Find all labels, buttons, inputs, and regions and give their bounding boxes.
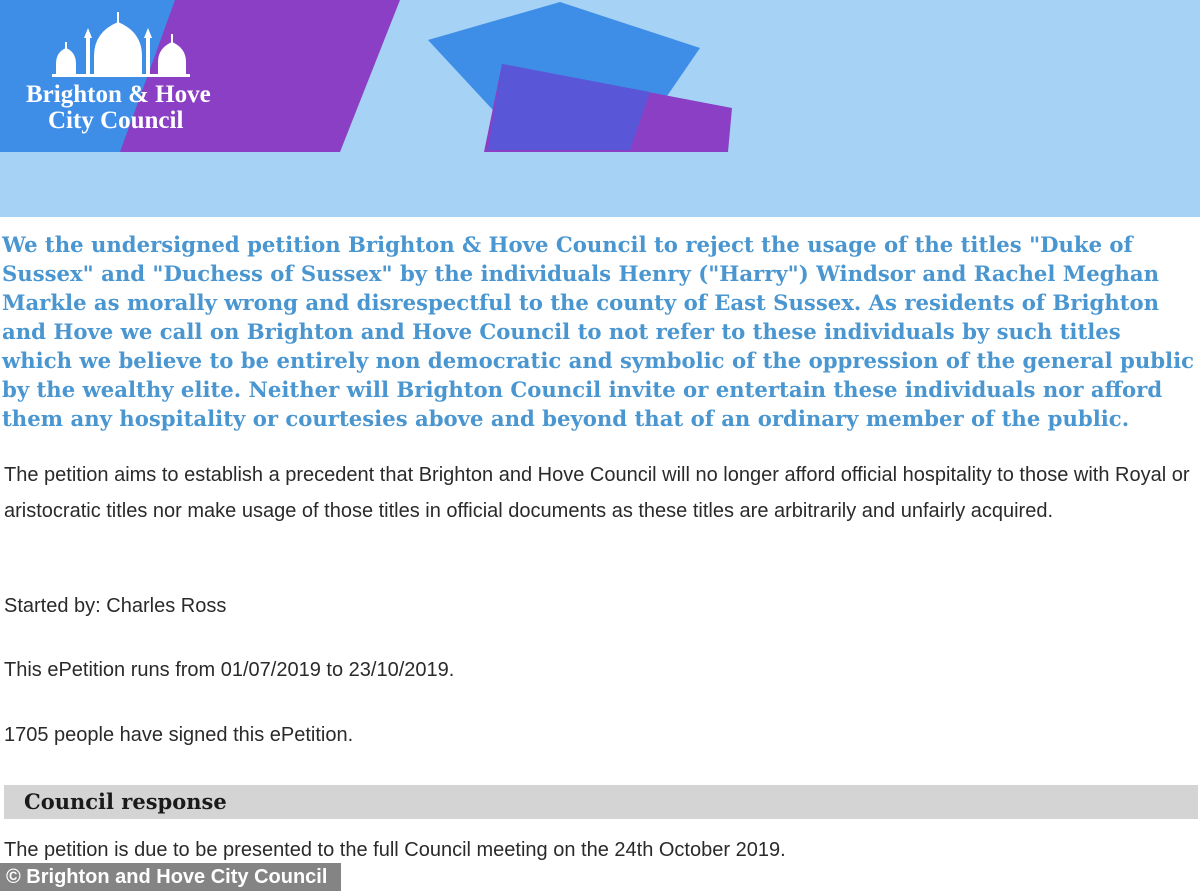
council-response-heading: Council response — [24, 789, 227, 814]
council-name-line1: Brighton & Hove — [26, 81, 211, 108]
petition-signature-count: 1705 people have signed this ePetition. — [4, 724, 354, 746]
council-banner — [0, 0, 1200, 217]
council-name — [26, 82, 226, 134]
council-response-text: The petition is due to be presented to the full Council meeting on the 24th October 2019. — [4, 839, 786, 861]
petition-aims: The petition aims to establish a precedent that Brighton and Hove Council will no longer afford official hospitality to those with Royal or aristocratic titles nor make usage of those titles in official documents as these titles are arbitrarily and unfairly acquired. — [4, 464, 1190, 522]
royal-pavilion-icon — [26, 8, 196, 78]
petition-started-by: Started by: Charles Ross — [4, 595, 227, 617]
council-name-line2: City Council — [48, 107, 184, 134]
image-credit: © Brighton and Hove City Council — [0, 863, 341, 891]
petition-run-dates: This ePetition runs from 01/07/2019 to 23/10/2019. — [4, 659, 455, 681]
council-response-header — [4, 785, 1198, 819]
petition-statement: We the undersigned petition Brighton & Hove Council to reject the usage of the titles "Duke of Sussex" and "Duchess of Sussex" by the individuals Henry ("Harry") Windsor and Rachel Meghan Markle as morally wrong and disrespectful to the county of East Sussex. As residents of Brighton and Hove we call on Brighton and Hove Council to not refer to these individuals by such titles which we believe to be entirely non democratic and symbolic of the oppression of the general public by the wealthy elite. Neither will Brighton Council invite or entertain these individuals nor afford them any hospitality or courtesies above and beyond that of an ordinary member of the public. — [2, 232, 1195, 431]
council-logo[interactable] — [26, 8, 226, 134]
